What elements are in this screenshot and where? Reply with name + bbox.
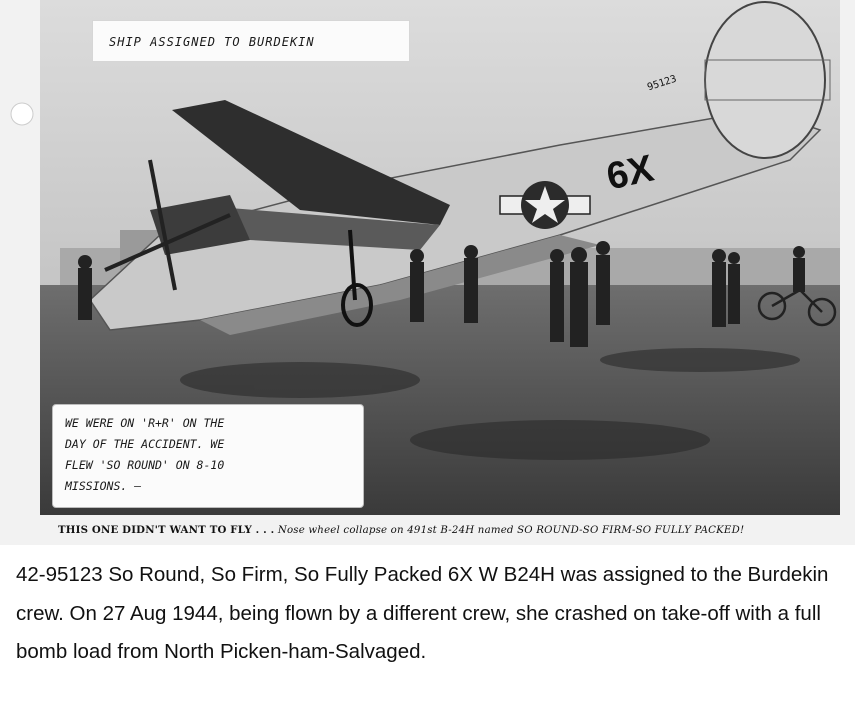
photo-caption <box>58 524 744 536</box>
handwritten-note-top: SHIP ASSIGNED TO BURDEKIN <box>92 20 410 62</box>
aircraft-serial: 95123 <box>646 73 679 94</box>
photo-caption-lead: THIS ONE DIDN'T WANT TO FLY . . . <box>58 524 275 536</box>
photo-caption-rest: Nose wheel collapse on 491st B-24H named SO ROUND-SO FIRM-SO FULLY PACKED! <box>274 525 745 536</box>
description-text: 42-95123 So Round, So Firm, So Fully Packed 6X W B24H was assigned to the Burdekin crew. On 27 Aug 1944, being flown by a different crew, she crashed on take-off with a full bomb load from North Picken-ham-Salvaged. <box>16 563 829 663</box>
aircraft-code: 6X <box>603 147 658 199</box>
handwritten-note-bottom: WE WERE ON 'R+R' ON THE DAY OF THE ACCIDENT. WE FLEW 'SO ROUND' ON 8-10 MISSIONS. — <box>52 404 364 508</box>
